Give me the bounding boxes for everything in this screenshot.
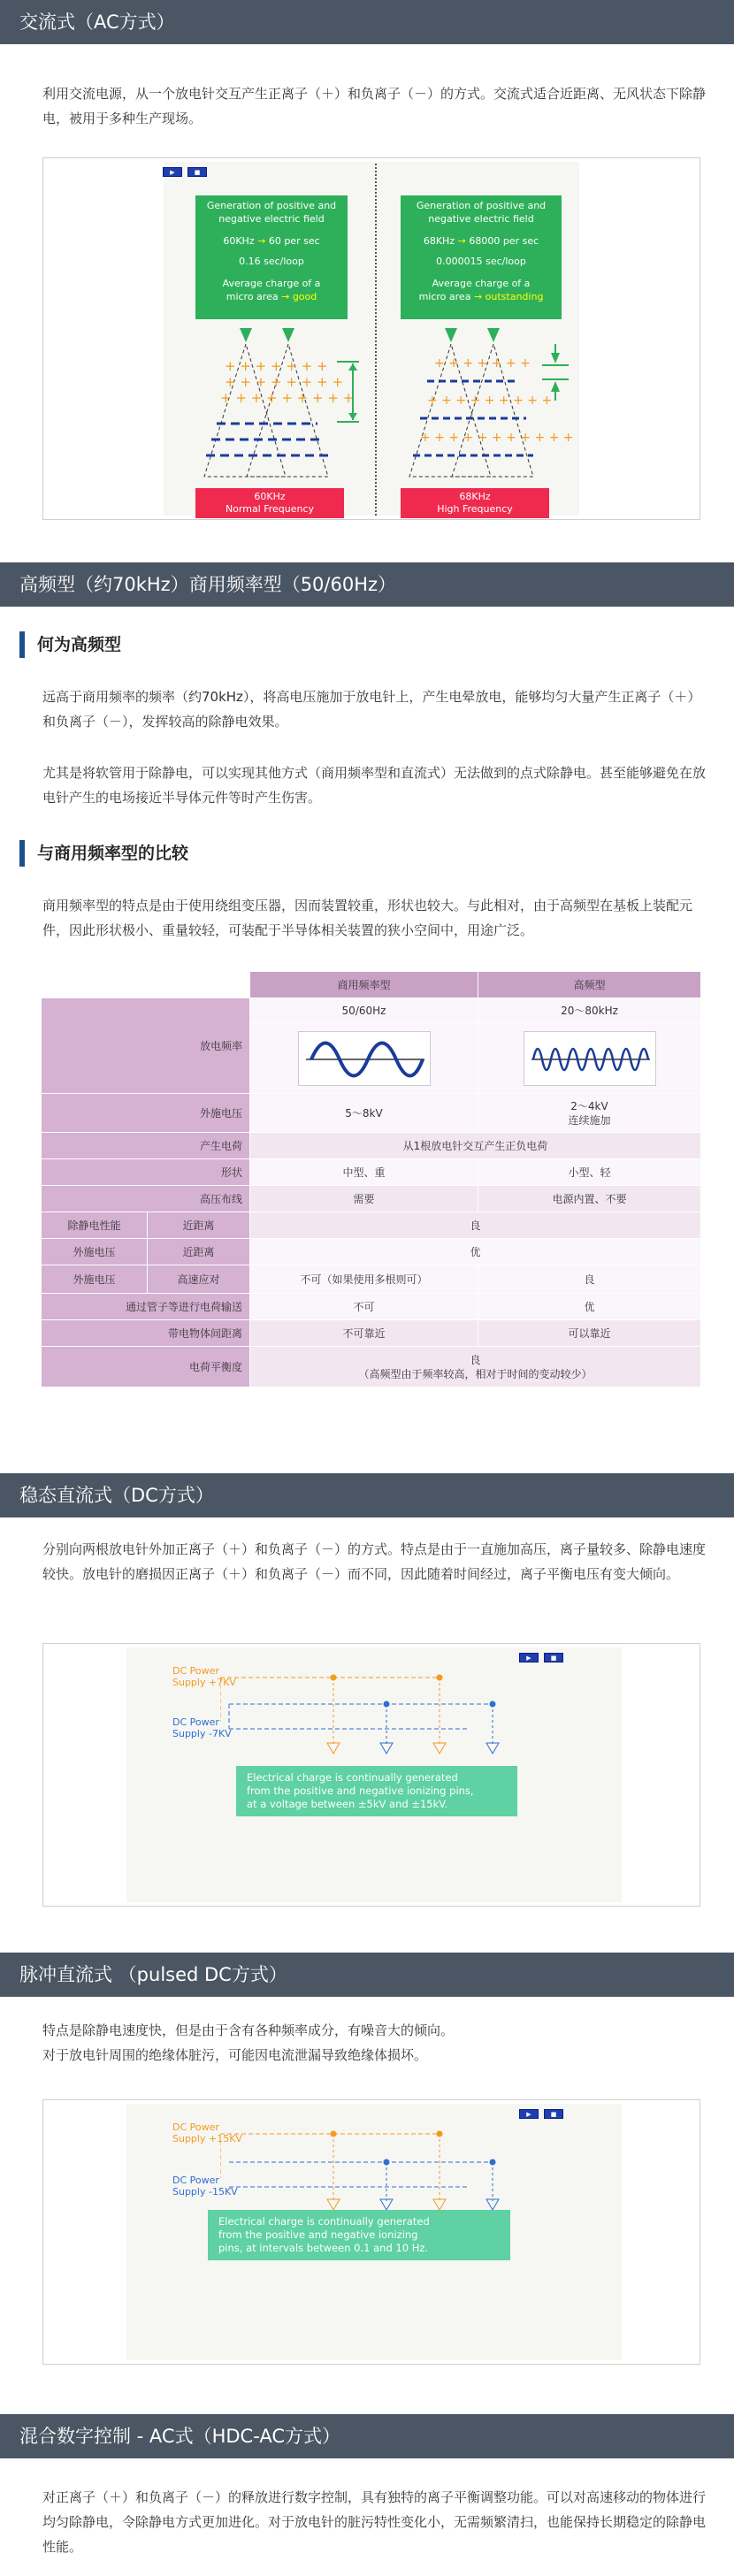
play-button[interactable]: ▶ [519, 1653, 539, 1663]
svg-text:+ + + + + + + +: + + + + + + + + [225, 374, 343, 390]
stop-button[interactable]: ■ [187, 167, 207, 177]
sine-wave-high [478, 1023, 701, 1094]
pulsed-dc-description-2: 对于放电针周围的绝缘体脏污，可能因电流泄漏导致绝缘体损坏。 [42, 2047, 428, 2063]
row-label-shape: 形状 [42, 1159, 250, 1186]
row-label-near: 近距离 [148, 1212, 250, 1239]
row-label-voltage-3: 外施电压 [42, 1265, 148, 1294]
row-label-tube: 通过管子等进行电荷输送 [42, 1294, 250, 1320]
svg-text:+ + + + + + + + + + +: + + + + + + + + + + + [420, 431, 574, 445]
cell-voltage-hf: 2～4kV 连续施加 [478, 1094, 701, 1133]
hf-description-3: 商用频率型的特点是由于使用绕组变压器，因而装置较重，形状也较大。与此相对，由于高频型在基板上装配元件，因此形状极小、重量较轻，可装配于半导体相关装置的狭小空间中，用途广泛。 [42, 898, 693, 938]
divider [375, 164, 377, 516]
row-label-fast: 高速应对 [148, 1265, 250, 1294]
cell-distance-hf: 可以靠近 [478, 1320, 701, 1347]
hf-description-1: 远高于商用频率的频率（约70kHz），将高电压施加于放电针上，产生电晕放电，能够均匀大量产生正离子（＋）和负离子（－），发挥较高的除静电效果。 [42, 689, 701, 730]
row-label-near-2: 近距离 [148, 1239, 250, 1265]
positive-supply-label: DC Power Supply +7KV [172, 1665, 236, 1688]
dc-diagram [42, 1643, 700, 1907]
cell-distance-commercial: 不可靠近 [250, 1320, 478, 1347]
row-label-performance: 除静电性能 [42, 1212, 148, 1239]
comparison-table [41, 971, 701, 1387]
row-label-voltage-2: 外施电压 [42, 1239, 148, 1265]
row-label-distance: 带电物体间距离 [42, 1320, 250, 1347]
subheading-comparison: 与商用频率型的比较 [19, 840, 188, 867]
play-button[interactable]: ▶ [163, 167, 182, 177]
high-freq-info-box: Generation of positive and negative electric field 68KHz → 68000 per sec 0.000015 sec/loop Average charge of a micro area → outstanding [401, 195, 562, 319]
pulsed-dc-wiring-illustration [220, 2125, 503, 2213]
low-freq-info-box: Generation of positive and negative electric field 60KHz → 60 per sec 0.16 sec/loop Average charge of a micro area → good [195, 195, 348, 319]
stop-button[interactable]: ■ [544, 2109, 563, 2119]
cell-generation: 从1根放电针交互产生正负电荷 [250, 1133, 701, 1159]
ac-diagram [42, 157, 700, 520]
dc-description: 分别向两根放电针外加正离子（＋）和负离子（－）的方式。特点是由于一直施加高压，离子量较多、除静电速度较快。放电针的磨损因正离子（＋）和负离子（－）而不同，因此随着时间经过，离子平衡电压有变大倾向。 [42, 1541, 707, 1582]
play-button[interactable]: ▶ [519, 2109, 539, 2119]
header-commercial: 商用频率型 [250, 972, 478, 998]
subheading-what-is-hf: 何为高频型 [19, 631, 121, 658]
dc-wiring-illustration [220, 1669, 503, 1757]
section-header-high-frequency: 高频型（约70kHz）商用频率型（50/60Hz） [0, 562, 734, 607]
cell-freq-commercial: 50/60Hz [250, 998, 478, 1023]
negative-supply-label: DC Power Supply -15KV [172, 2175, 238, 2198]
section-header-dc: 稳态直流式（DC方式） [0, 1473, 734, 1517]
cell-shape-commercial: 中型、重 [250, 1159, 478, 1186]
pulsed-dc-note: Electrical charge is continually generated from the positive and negative ionizing pins, at intervals between 0.1 and 10 Hz. [208, 2210, 510, 2260]
hf-description-2: 尤其是将软管用于除静电，可以实现其他方式（商用频率型和直流式）无法做到的点式除静电。甚至能够避免在放电针产生的电场接近半导体元件等时产生伤害。 [42, 765, 707, 806]
cell-near-2: 优 [250, 1239, 701, 1265]
section-header-hdc-ac: 混合数字控制 - AC式（HDC-AC方式） [0, 2414, 734, 2458]
pulsed-dc-description-1: 特点是除静电速度快，但是由于含有各种频率成分，有噪音大的倾向。 [42, 2022, 455, 2038]
high-frequency-label: 68KHz High Frequency [401, 488, 549, 518]
negative-supply-label: DC Power Supply -7KV [172, 1716, 232, 1739]
row-label-generation: 产生电荷 [42, 1133, 250, 1159]
cell-tube-commercial: 不可 [250, 1294, 478, 1320]
sine-wave-low [250, 1023, 478, 1094]
hdc-ac-description: 对正离子（＋）和负离子（－）的释放进行数字控制，具有独特的离子平衡调整功能。可以对高速移动的物体进行均匀除静电，令除静电方式更加进化。对于放电针的脏污特性变化小，无需频繁清扫，也能保持长期稳定的除静电性能。 [42, 2489, 707, 2555]
svg-text:+ + + + + + + + +: + + + + + + + + + [220, 390, 355, 406]
ac-description: 利用交流电源，从一个放电针交互产生正离子（＋）和负离子（－）的方式。交流式适合近距离、无风状态下除静电，被用于多种生产现场。 [42, 86, 707, 126]
cell-voltage-commercial: 5～8kV [250, 1094, 478, 1133]
row-label-frequency: 放电频率 [42, 998, 250, 1094]
cell-hv-hf: 电源内置、不要 [478, 1186, 701, 1212]
stop-button[interactable]: ■ [544, 1653, 563, 1663]
cell-hv-commercial: 需要 [250, 1186, 478, 1212]
cell-fast-commercial: 不可（如果使用多根则可） [250, 1265, 478, 1294]
pulsed-dc-diagram [42, 2099, 700, 2365]
high-freq-field-illustration [401, 326, 577, 481]
cell-near: 良 [250, 1212, 701, 1239]
low-freq-field-illustration [195, 326, 363, 481]
row-label-voltage: 外施电压 [42, 1094, 250, 1133]
section-header-ac: 交流式（AC方式） [0, 0, 734, 44]
normal-frequency-label: 60KHz Normal Frequency [195, 488, 344, 518]
row-label-balance: 电荷平衡度 [42, 1347, 250, 1387]
dc-note: Electrical charge is continually generated from the positive and negative ionizing pins, at a voltage between ±5kV and ±15kV. [236, 1766, 517, 1816]
header-high-frequency: 高频型 [478, 972, 701, 998]
svg-text:+ + + + + + +: + + + + + + + [434, 356, 531, 371]
row-label-hv-wiring: 高压布线 [42, 1186, 250, 1212]
cell-freq-hf: 20～80kHz [478, 998, 701, 1023]
positive-supply-label: DC Power Supply +15KV [172, 2121, 242, 2144]
cell-shape-hf: 小型、轻 [478, 1159, 701, 1186]
svg-text:+ + + + + + + + +: + + + + + + + + + [427, 394, 553, 408]
section-header-pulsed-dc: 脉冲直流式 （pulsed DC方式） [0, 1953, 734, 1997]
svg-text:+ + + + + + +: + + + + + + + [225, 358, 328, 374]
cell-tube-hf: 优 [478, 1294, 701, 1320]
cell-fast-hf: 良 [478, 1265, 701, 1294]
cell-balance: 良 （高频型由于频率较高，相对于时间的变动较少） [250, 1347, 701, 1387]
